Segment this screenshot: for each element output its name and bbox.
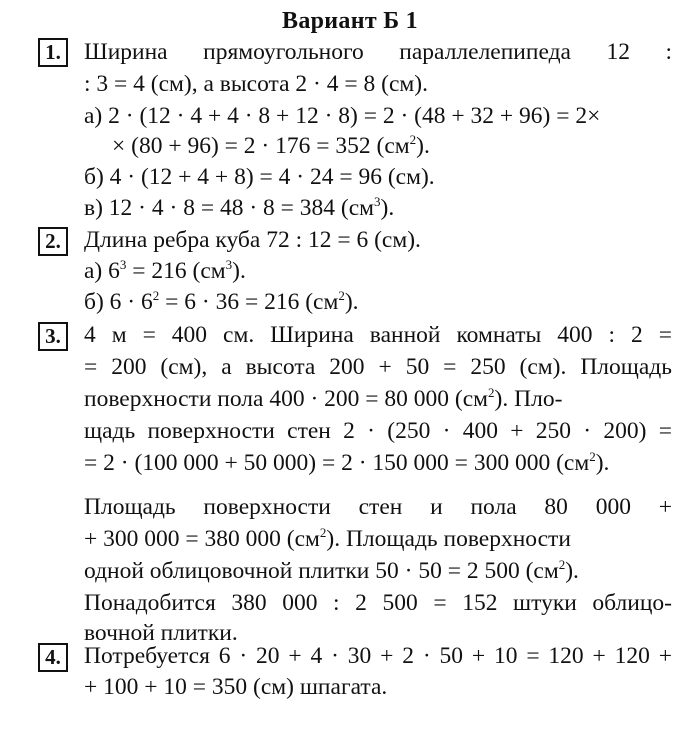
task-number-3: 3. bbox=[38, 322, 68, 351]
task-number-4: 4. bbox=[38, 643, 68, 672]
task-number-1: 1. bbox=[38, 38, 68, 67]
task3-line9: Понадобится 380 000 : 2 500 = 152 штуки облицо- bbox=[84, 590, 672, 616]
task3-line3: поверхности пола 400 · 200 = 80 000 $(см^2)$. Пло- bbox=[84, 385, 563, 412]
task2-line1: Длина ребра куба 72 : 12 = 6 (см). bbox=[84, 227, 421, 253]
task2-part-b: б) $6 \cdot 6^2 = 6 \cdot 36 = 216$ $(см^2)$. bbox=[84, 288, 359, 315]
task1-line2: : 3 = 4 (см), а высота 2 · 4 = 8 (см). bbox=[84, 71, 428, 97]
variant-title: Вариант Б 1 bbox=[282, 8, 418, 34]
task2-part-a: а) $6^3 = 216$ $(см^3)$. bbox=[84, 257, 246, 284]
task3-line4: щадь поверхности стен 2 · (250 · 400 + 250 · 200) = bbox=[84, 418, 672, 444]
task1-line1: Ширина прямоугольного параллелепипеда 12 : bbox=[84, 39, 672, 65]
task1-part-v: в) 12 · 4 · 8 = 48 · 8 = 384 $(см^3)$. bbox=[84, 194, 395, 221]
task3-line10: вочной плитки. bbox=[84, 620, 238, 646]
task3-line8: одной облицовочной плитки 50 · 50 = 2 500 $(см^2)$. bbox=[84, 557, 579, 584]
task3-line5: = 2 · (100 000 + 50 000) = 2 · 150 000 = 300 000 $(см^2)$. bbox=[84, 449, 610, 476]
task1-part-b: б) 4 · (12 + 4 + 8) = 4 · 24 = 96 (см). bbox=[84, 164, 435, 190]
task4-line2: + 100 + 10 = 350 (см) шпагата. bbox=[84, 674, 388, 700]
task3-line6: Площадь поверхности стен и пола 80 000 + bbox=[84, 494, 672, 520]
task1-part-a: а) 2 · (12 · 4 + 4 · 8 + 12 · 8) = 2 · (48 + 32 + 96) = 2× bbox=[84, 103, 601, 129]
task-number-2: 2. bbox=[38, 227, 68, 256]
task3-line1: 4 м = 400 см. Ширина ванной комнаты 400 : 2 = bbox=[84, 322, 672, 348]
task1-part-a-cont: × (80 + 96) = 2 · 176 = 352 $(см^2)$. bbox=[112, 132, 430, 159]
task4-line1: Потребуется 6 · 20 + 4 · 30 + 2 · 50 + 10 = 120 + 120 + bbox=[84, 643, 672, 669]
task3-line2: = 200 (см), а высота 200 + 50 = 250 (см). Площадь bbox=[84, 354, 672, 380]
task3-line7: + 300 000 = 380 000 $(см^2)$. Площадь поверхности bbox=[84, 525, 571, 552]
